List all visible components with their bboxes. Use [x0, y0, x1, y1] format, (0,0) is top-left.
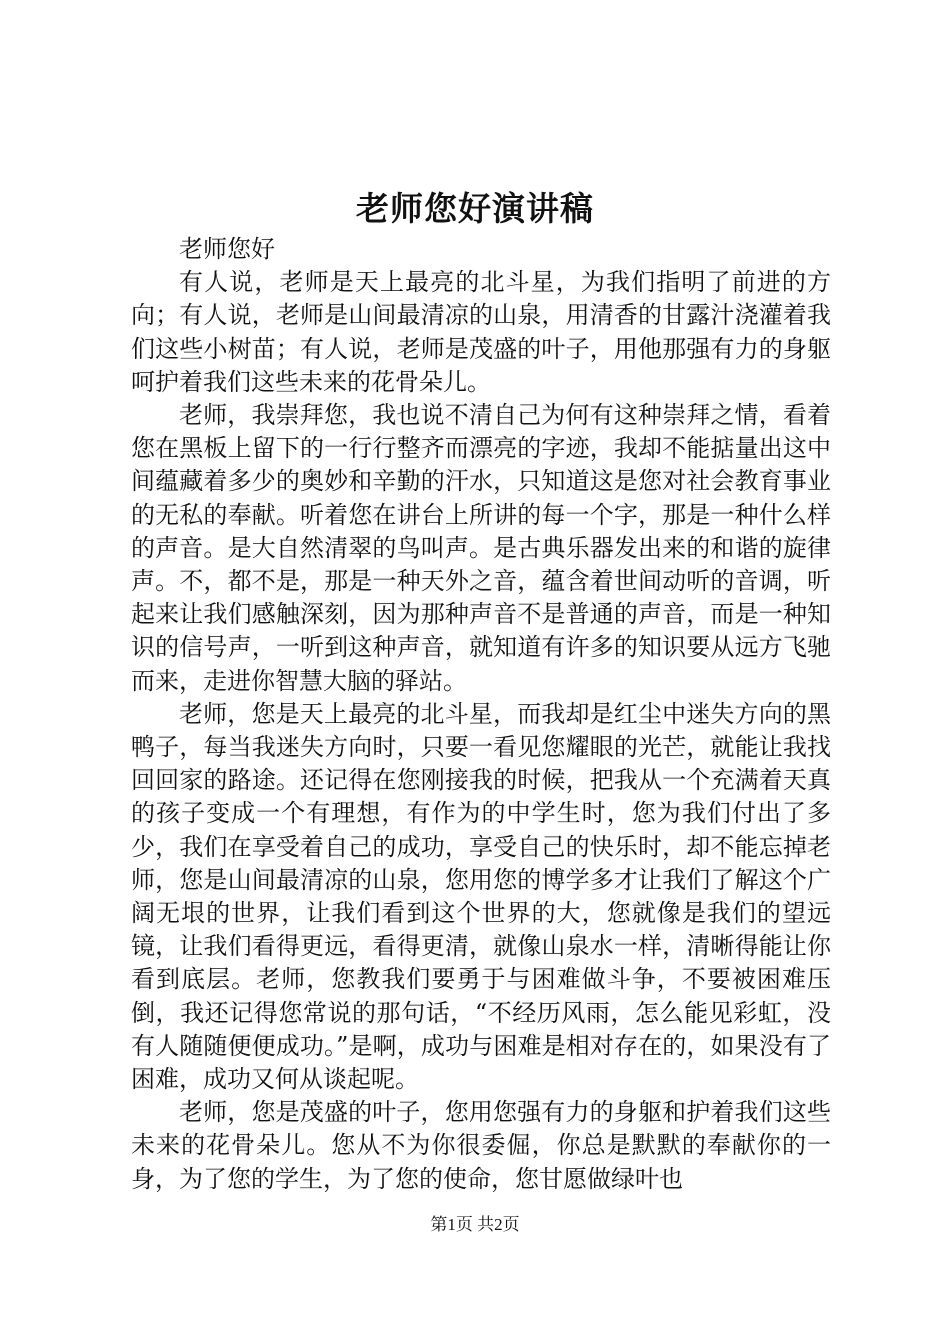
body-paragraph: 老师，您是天上最亮的北斗星，而我却是红尘中迷失方向的黑鸭子，每当我迷失方向时，只要一看见您耀眼的光芒，就能让我找回回家的路途。还记得在您刚接我的时候，把我从一个充满着天真的孩子变成一个有理想，有作为的中学生时，您为我们付出了多少，我们在享受着自己的成功，享受自己的快乐时，却不能忘掉老师，您是山间最清凉的山泉，您用您的博学多才让我们了解这个广阔无垠的世界，让我们看到这个世界的大，您就像是我们的望远镜，让我们看得更远，看得更清，就像山泉水一样，清晰得能让你看到底层。老师，您教我们要勇于与困难做斗争，不要被困难压倒，我还记得您常说的那句话，“不经历风雨，怎么能见彩虹，没有人随随便便成功。”是啊，成功与困难是相对存在的，如果没有了困难，成功又何从谈起呢。: [131, 699, 831, 1094]
body-paragraph: 有人说，老师是天上最亮的北斗星，为我们指明了前进的方向；有人说，老师是山间最清凉的山泉，用清香的甘露汁浇灌着我们这些小树苗；有人说，老师是茂盛的叶子，用他那强有力的身躯呵护着我们这些未来的花骨朵儿。: [131, 268, 831, 396]
greeting-paragraph: 老师您好: [179, 235, 275, 263]
page-number-footer: 第1页 共2页: [430, 1215, 520, 1234]
document-body: [131, 233, 831, 1196]
body-paragraph: 老师，您是茂盛的叶子，您用您强有力的身躯和护着我们这些未来的花骨朵儿。您从不为你很委倔，你总是默默的奉献你的一身，为了您的学生，为了您的使命，您甘愿做绿叶也: [131, 1098, 831, 1193]
body-paragraph: 老师，我崇拜您，我也说不清自己为何有这种崇拜之情，看着您在黑板上留下的一行行整齐而漂亮的字迹，我却不能掂量出这中间蕴藏着多少的奥妙和辛勤的汗水，只知道这是您对社会教育事业的无私的奉献。听着您在讲台上所讲的每一个字，那是一种什么样的声音。是大自然清翠的鸟叫声。是古典乐器发出来的和谐的旋律声。不，都不是，那是一种天外之音，蕴含着世间动听的音调，听起来让我们感触深刻，因为那种声音不是普通的声音，而是一种知识的信号声，一听到这种声音，就知道有许多的知识要从远方飞驰而来，走进你智慧大脑的驿站。: [131, 401, 831, 695]
document-title: 老师您好演讲稿: [356, 189, 594, 228]
